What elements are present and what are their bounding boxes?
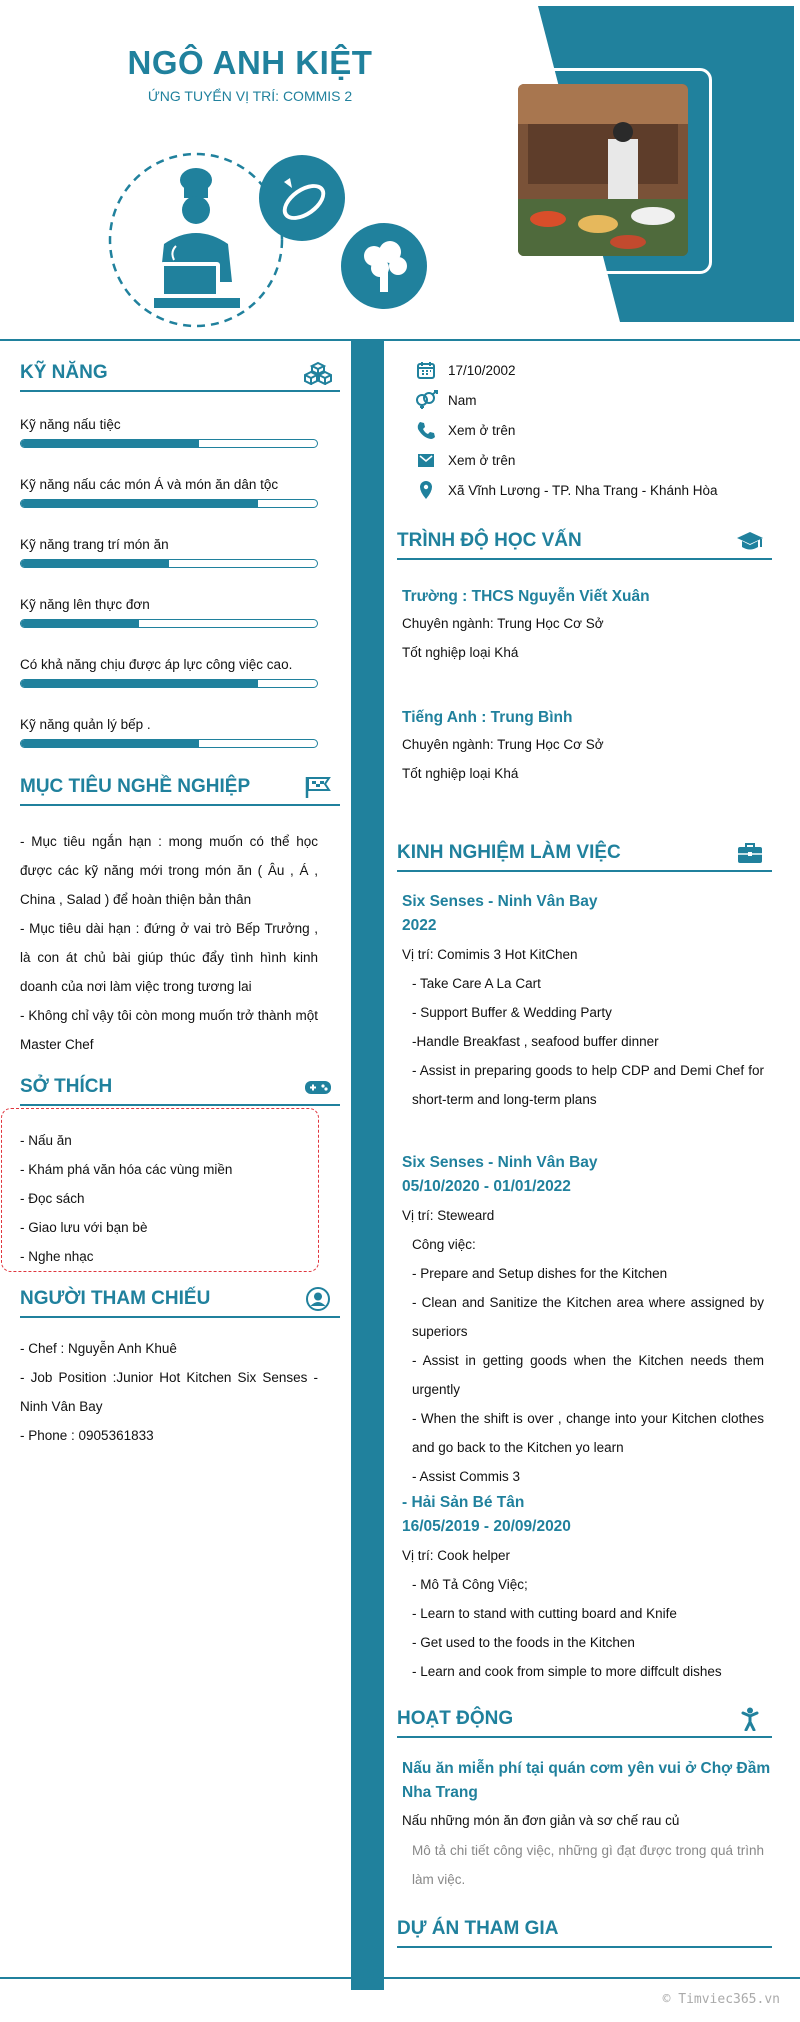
header-divider — [0, 339, 800, 341]
graduation-cap-icon — [736, 529, 764, 553]
job-duties — [412, 1230, 764, 1491]
skill-label: Có khả năng chịu được áp lực công việc cao. — [20, 657, 293, 672]
email-value: Xem ở trên — [448, 452, 516, 468]
hobby-item: - Nghe nhạc — [20, 1249, 94, 1264]
hobby-item: - Khám phá văn hóa các vùng miền — [20, 1162, 233, 1177]
briefcase-icon — [736, 841, 764, 865]
job-period: 2022 — [402, 917, 437, 934]
flag-icon — [304, 775, 332, 799]
broccoli-icon — [340, 222, 428, 310]
skill-label: Kỹ năng lên thực đơn — [20, 597, 150, 612]
hobby-item: - Nấu ăn — [20, 1133, 72, 1148]
job-period: 05/10/2020 - 01/01/2022 — [402, 1178, 571, 1195]
duty-item: - Clean and Sanitize the Kitchen area where assigned by superiors — [412, 1295, 764, 1339]
objective-text — [20, 827, 318, 1059]
skills-title: KỸ NĂNG — [20, 362, 108, 383]
gender-row — [412, 385, 718, 415]
job-role: Vị trí: Comimis 3 Hot KitChen — [402, 947, 578, 962]
email-icon — [412, 450, 440, 470]
objective-title: MỤC TIÊU NGHỀ NGHIỆP — [20, 776, 251, 797]
reference-line: - Chef : Nguyễn Anh Khuê — [20, 1341, 177, 1356]
address-row — [412, 475, 718, 505]
cv-header — [0, 0, 800, 340]
projects-heading — [397, 1912, 772, 1948]
skill-label: Kỹ năng quản lý bếp . — [20, 717, 151, 732]
skill-label: Kỹ năng nấu tiệc — [20, 417, 121, 432]
hobbies-list — [20, 1126, 232, 1271]
duty-item: - Assist in getting goods when the Kitchen needs them urgently — [412, 1353, 764, 1397]
duty-item: - Get used to the foods in the Kitchen — [412, 1635, 635, 1650]
calendar-icon — [412, 360, 440, 380]
phone-row — [412, 415, 718, 445]
skill-bar — [20, 619, 318, 628]
gender-value: Nam — [448, 392, 477, 408]
job-role: Vị trí: Steweard — [402, 1208, 495, 1223]
references-text — [20, 1334, 318, 1450]
phone-value: Xem ở trên — [448, 422, 516, 438]
location-pin-icon — [412, 480, 440, 500]
eggplant-icon — [258, 154, 346, 242]
education-major: Chuyên ngành: Trung Học Cơ Sở — [402, 616, 604, 631]
experience-heading — [397, 836, 772, 872]
gamepad-icon — [304, 1075, 332, 1099]
duty-item: - Learn and cook from simple to more diffcult dishes — [412, 1664, 722, 1679]
reference-line: - Job Position :Junior Hot Kitchen Six Senses - Ninh Vân Bay — [20, 1370, 318, 1414]
duty-item: - Assist in preparing goods to help CDP and Demi Chef for short-term and long-term plans — [412, 1063, 764, 1107]
duty-item: - Take Care A La Cart — [412, 976, 541, 991]
person-icon — [736, 1707, 764, 1731]
activity-name: Nấu ăn miễn phí tại quán cơm yên vui ở Chợ Đầm Nha Trang — [402, 1760, 771, 1801]
cubes-icon — [304, 361, 332, 385]
contact-info — [412, 355, 718, 505]
education-title: TRÌNH ĐỘ HỌC VẤN — [397, 530, 582, 551]
references-title: NGƯỜI THAM CHIẾU — [20, 1288, 211, 1309]
education-heading — [397, 524, 772, 560]
job-company: Six Senses - Ninh Vân Bay — [402, 1154, 598, 1171]
education-school: Tiếng Anh : Trung Bình — [402, 709, 573, 726]
hobby-item: - Đọc sách — [20, 1191, 85, 1206]
duty-item: - When the shift is over , change into your Kitchen clothes and go back to the Kitchen yo learn — [412, 1411, 764, 1455]
activity-desc: Nấu những món ăn đơn giản và sơ chế rau củ — [402, 1813, 680, 1828]
objective-heading — [20, 770, 340, 806]
center-stripe — [351, 340, 384, 1990]
objective-line: - Không chỉ vậy tôi còn mong muốn trở thành một Master Chef — [20, 1008, 318, 1052]
gender-icon — [412, 390, 440, 410]
hobbies-title: SỞ THÍCH — [20, 1076, 113, 1097]
skill-bar — [20, 679, 318, 688]
email-row — [412, 445, 718, 475]
education-details — [402, 609, 764, 667]
education-result: Tốt nghiệp loại Khá — [402, 766, 519, 781]
skill-bar — [20, 739, 318, 748]
duty-item: - Support Buffer & Wedding Party — [412, 1005, 612, 1020]
duty-item: - Assist Commis 3 — [412, 1469, 521, 1484]
education-school: Trường : THCS Nguyễn Viết Xuân — [402, 588, 650, 605]
reference-line: - Phone : 0905361833 — [20, 1428, 154, 1443]
phone-icon — [412, 420, 440, 440]
job-period: 16/05/2019 - 20/09/2020 — [402, 1518, 571, 1535]
education-major: Chuyên ngành: Trung Học Cơ Sở — [402, 737, 604, 752]
objective-line: - Mục tiêu dài hạn : đứng ở vai trò Bếp Trưởng , là con át chủ bài giúp thúc đẩy tình hình kinh doanh của nơi làm việc trong tương lai — [20, 921, 318, 994]
duty-item: - Prepare and Setup dishes for the Kitchen — [412, 1266, 668, 1281]
job-duties — [412, 969, 764, 1114]
hobby-item: - Giao lưu với bạn bè — [20, 1220, 148, 1235]
objective-line: - Mục tiêu ngắn hạn : mong muốn có thể học được các kỹ năng mới trong món ăn ( Âu , Á , China , Salad ) để hoàn thiện bản thân — [20, 834, 318, 907]
duty-item: -Handle Breakfast , seafood buffer dinner — [412, 1034, 659, 1049]
applied-position: ỨNG TUYỂN VỊ TRÍ: COMMIS 2 — [147, 88, 353, 104]
job-role: Vị trí: Cook helper — [402, 1548, 511, 1563]
footer-watermark: © Timviec365.vn — [662, 1992, 780, 2007]
education-result: Tốt nghiệp loại Khá — [402, 645, 519, 660]
skills-heading — [20, 356, 340, 392]
birthday-row — [412, 355, 718, 385]
skill-bar — [20, 559, 318, 568]
education-details — [402, 730, 764, 788]
address-value: Xã Vĩnh Lương - TP. Nha Trang - Khánh Hòa — [448, 482, 718, 498]
birthday-value: 17/10/2002 — [448, 362, 516, 378]
duty-item: Công việc: — [412, 1237, 476, 1252]
skill-label: Kỹ năng nấu các món Á và món ăn dân tộc — [20, 477, 279, 492]
skill-bar — [20, 499, 318, 508]
experience-title: KINH NGHIỆM LÀM VIỆC — [397, 842, 621, 863]
projects-title: DỰ ÁN THAM GIA — [397, 1918, 559, 1939]
activities-title: HOẠT ĐỘNG — [397, 1708, 514, 1729]
skill-label: Kỹ năng trang trí món ăn — [20, 537, 169, 552]
duty-item: - Mô Tả Công Việc; — [412, 1577, 528, 1592]
hobbies-heading — [20, 1070, 340, 1106]
job-duties — [412, 1570, 764, 1686]
candidate-name: NGÔ ANH KIỆT — [127, 44, 373, 81]
duty-item: - Learn to stand with cutting board and Knife — [412, 1606, 677, 1621]
activities-heading — [397, 1702, 772, 1738]
job-company: - Hải Sản Bé Tân — [402, 1494, 525, 1511]
activity-placeholder: Mô tả chi tiết công việc, những gì đạt được trong quá trình làm việc. — [412, 1843, 764, 1887]
user-circle-icon — [304, 1287, 332, 1311]
job-company: Six Senses - Ninh Vân Bay — [402, 893, 598, 910]
skill-bar — [20, 439, 318, 448]
bottom-divider — [0, 1977, 800, 1979]
profile-photo[interactable] — [518, 84, 688, 256]
references-heading — [20, 1282, 340, 1318]
